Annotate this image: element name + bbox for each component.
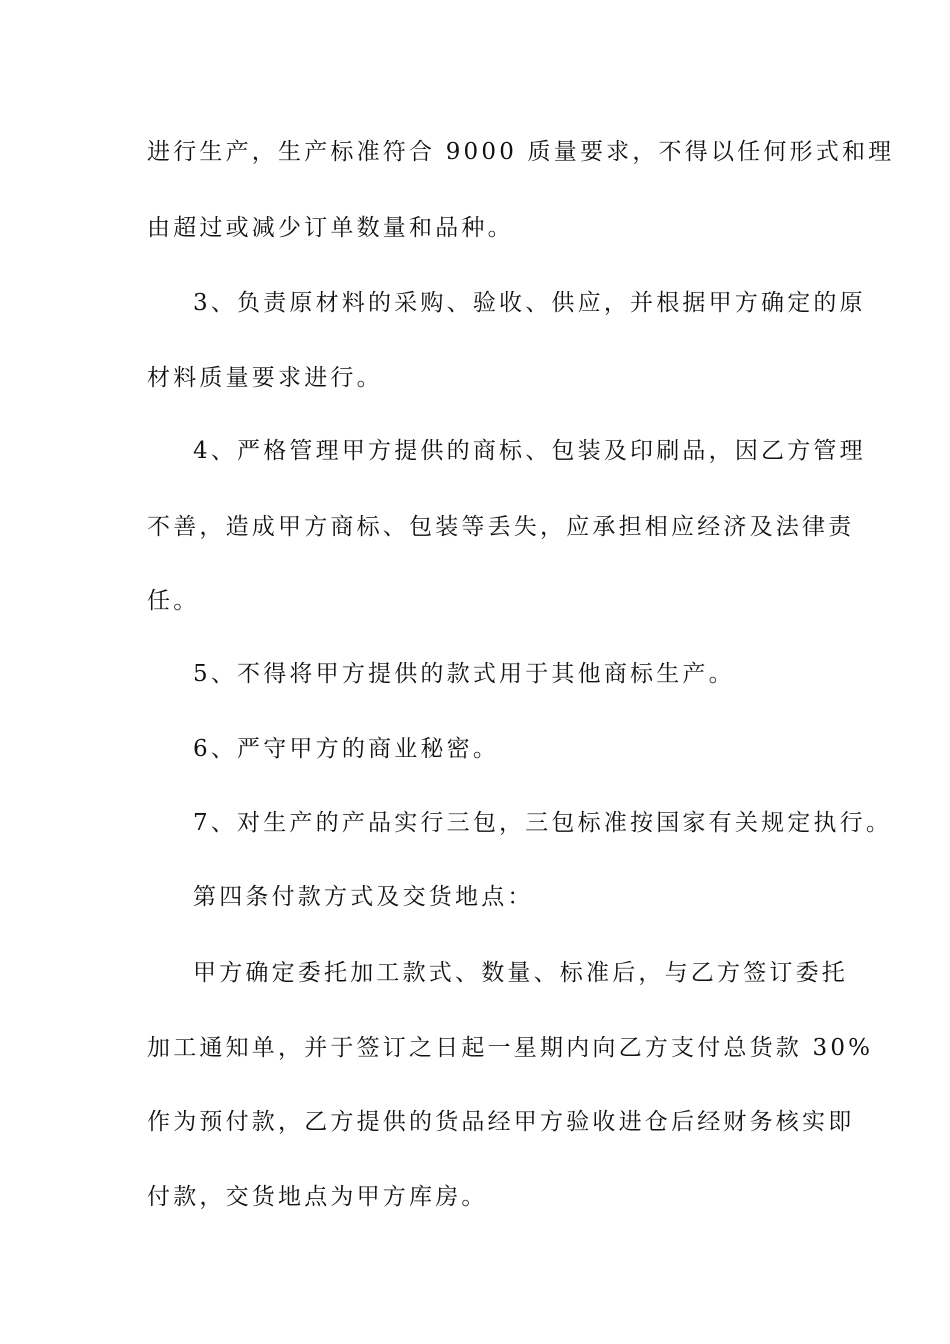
section-heading: 第四条付款方式及交货地点：	[193, 884, 534, 910]
text-line: 任。	[147, 588, 200, 614]
text-line: 由超过或减少订单数量和品种。	[147, 215, 514, 241]
payment-paragraph-start: 甲方确定委托加工款式、数量、标准后，与乙方签订委托	[193, 960, 848, 986]
text-line: 不善，造成甲方商标、包装等丢失，应承担相应经济及法律责	[147, 514, 855, 540]
text-line: 付款，交货地点为甲方库房。	[147, 1184, 488, 1210]
clause-3: 3、负责原材料的采购、验收、供应，并根据甲方确定的原	[193, 290, 866, 316]
clause-5: 5、不得将甲方提供的款式用于其他商标生产。	[193, 661, 735, 687]
clause-7: 7、对生产的产品实行三包，三包标准按国家有关规定执行。	[193, 810, 893, 836]
text-line: 进行生产，生产标准符合 9000 质量要求，不得以任何形式和理	[147, 139, 895, 165]
text-line: 加工通知单，并于签订之日起一星期内向乙方支付总货款 30%	[147, 1035, 874, 1061]
text-line: 作为预付款，乙方提供的货品经甲方验收进仓后经财务核实即	[147, 1109, 855, 1135]
clause-6: 6、严守甲方的商业秘密。	[193, 736, 500, 762]
text-line: 材料质量要求进行。	[147, 365, 383, 391]
clause-4: 4、严格管理甲方提供的商标、包装及印刷品，因乙方管理	[193, 438, 866, 464]
